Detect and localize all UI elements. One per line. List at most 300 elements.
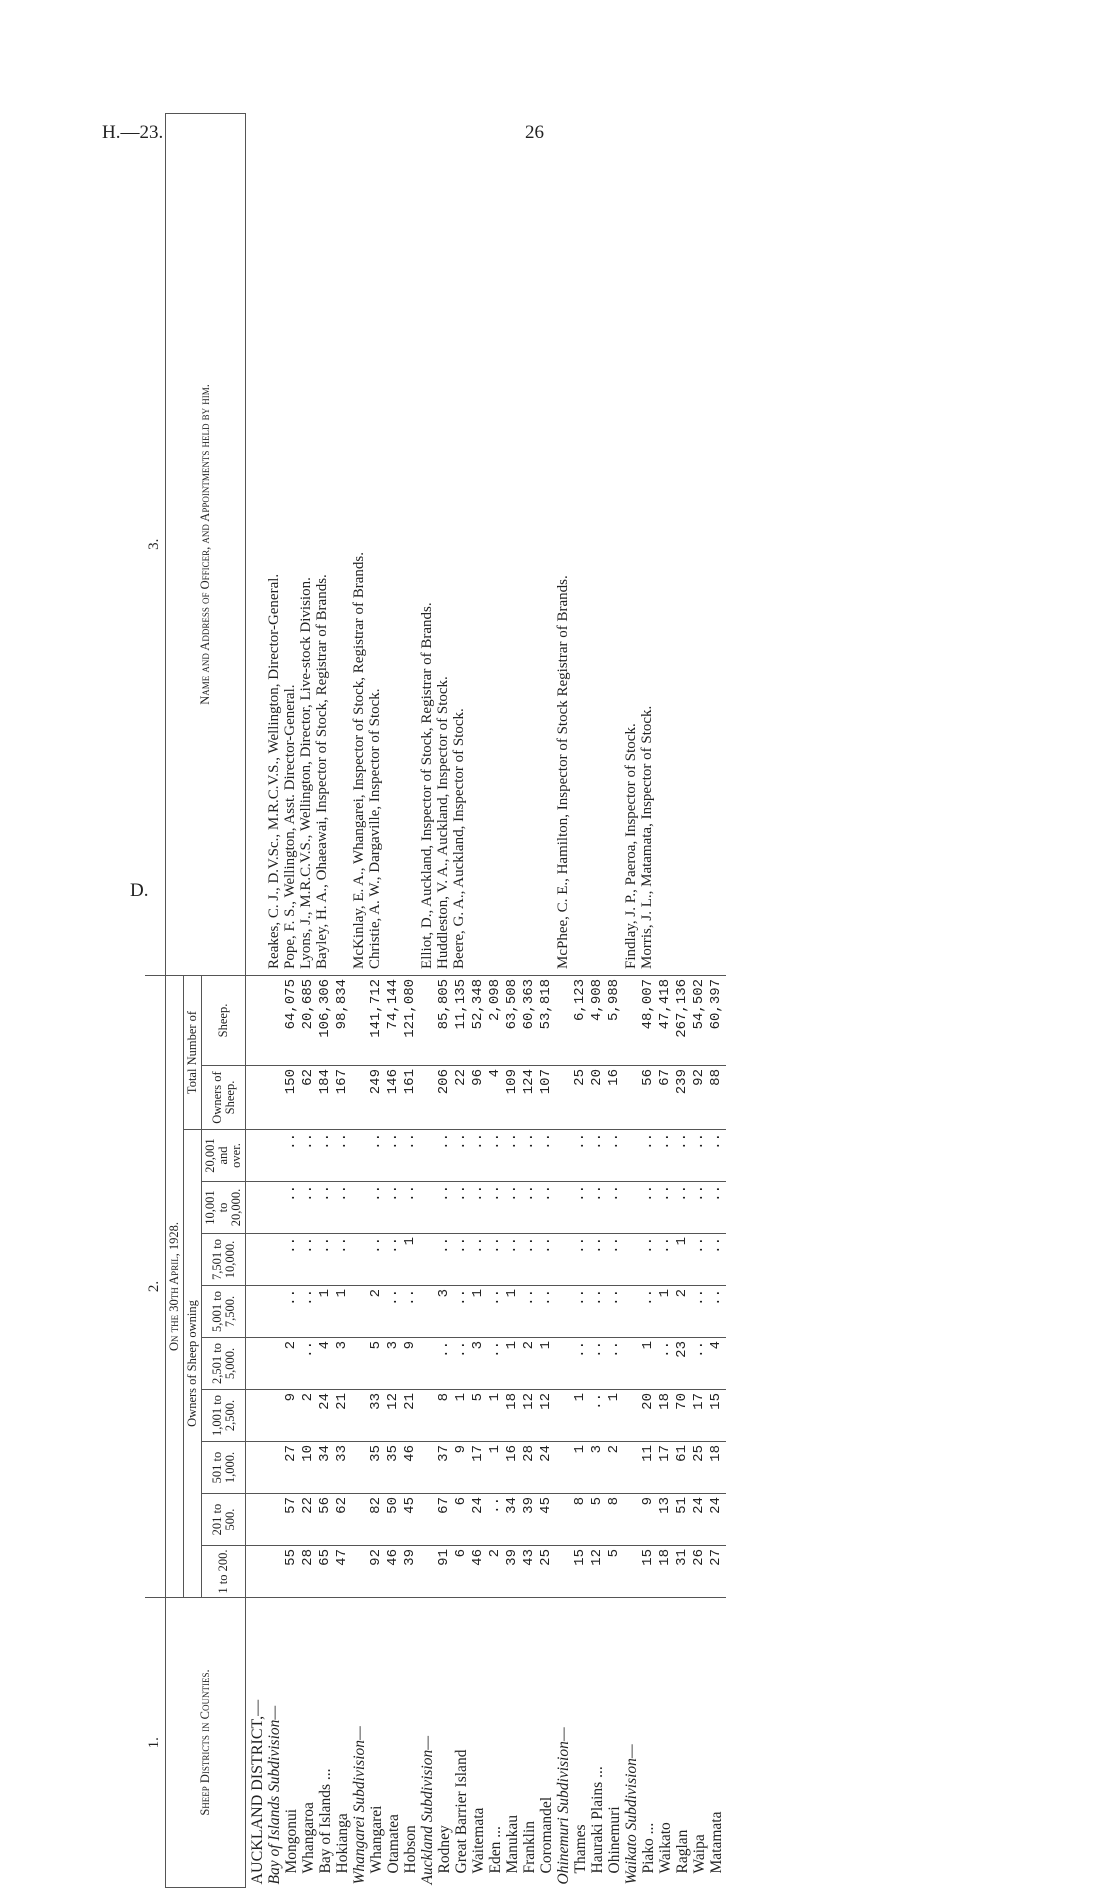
total-sheep: 106,306	[318, 975, 335, 1065]
total-number-header: Total Number of	[183, 975, 201, 1129]
empty-cell	[267, 1338, 284, 1390]
owners-count: ..	[505, 1130, 522, 1182]
owners-count: ..	[386, 1234, 403, 1286]
empty-cell	[267, 1390, 284, 1442]
owners-count: 35	[386, 1442, 403, 1494]
owners-count: 5	[590, 1494, 607, 1546]
empty-cell	[352, 1390, 369, 1442]
owners-count: ..	[471, 1234, 488, 1286]
owners-count: 67	[437, 1494, 454, 1546]
officer-entry: Bayley, H. A., Ohaeawai, Inspector of Stock, Registrar of Brands.	[313, 574, 330, 969]
owners-count: 12	[590, 1546, 607, 1598]
owners-count: ..	[675, 1182, 692, 1234]
table-body	[246, 113, 727, 1887]
total-sheep: 52,348	[471, 975, 488, 1065]
size-header: 1 to 200.	[202, 1546, 246, 1598]
total-sheep: 267,136	[675, 975, 692, 1065]
owners-count: ..	[454, 1130, 471, 1182]
owners-count: 18	[505, 1390, 522, 1442]
owners-count: 2	[369, 1286, 386, 1338]
owners-count: 1	[505, 1286, 522, 1338]
owners-count: 18	[709, 1442, 726, 1494]
owners-count: 6	[454, 1546, 471, 1598]
owners-count: 55	[284, 1546, 301, 1598]
total-sheep: 121,080	[403, 975, 420, 1065]
owners-count: 65	[318, 1546, 335, 1598]
owners-count: ..	[522, 1182, 539, 1234]
owners-count: ..	[284, 1182, 301, 1234]
subdivision-name: Waikato Subdivision—	[623, 1744, 641, 1885]
owners-count: 23	[675, 1338, 692, 1390]
owners-count: 8	[437, 1390, 454, 1442]
owners-count: 1	[573, 1390, 590, 1442]
total-owners: 92	[692, 1066, 709, 1130]
owners-count: 15	[709, 1390, 726, 1442]
owners-count: 15	[573, 1546, 590, 1598]
owners-count: 15	[641, 1546, 658, 1598]
owners-count: 1	[573, 1442, 590, 1494]
total-owners: 109	[505, 1066, 522, 1130]
total-sheep: 20,685	[301, 975, 318, 1065]
owners-count: ..	[641, 1286, 658, 1338]
total-owners: 146	[386, 1066, 403, 1130]
owners-count: 27	[709, 1546, 726, 1598]
appendix-letter: D.	[130, 880, 149, 901]
owners-count: 4	[709, 1338, 726, 1390]
owners-count: 22	[301, 1494, 318, 1546]
total-owners: 150	[284, 1066, 301, 1130]
county-name: Coromandel	[538, 1796, 556, 1874]
empty-cell	[556, 975, 573, 1065]
owners-count: 1	[539, 1338, 556, 1390]
owners-count: ..	[539, 1234, 556, 1286]
owners-count: 3	[471, 1338, 488, 1390]
owners-count: ..	[692, 1130, 709, 1182]
owners-count: 21	[335, 1390, 352, 1442]
owners-count: 56	[318, 1494, 335, 1546]
owners-count: ..	[318, 1182, 335, 1234]
owners-count: ..	[454, 1182, 471, 1234]
owners-count: 1	[607, 1390, 624, 1442]
empty-cell	[420, 1546, 437, 1598]
owners-count: 39	[505, 1546, 522, 1598]
owners-count: ..	[335, 1234, 352, 1286]
empty-cell	[420, 1066, 437, 1130]
empty-cell	[267, 1546, 284, 1598]
county-name: Hauraki Plains ...	[589, 1766, 607, 1874]
owners-count: 3	[386, 1338, 403, 1390]
owners-count: ..	[301, 1234, 318, 1286]
owners-count: ..	[692, 1182, 709, 1234]
owners-count: ..	[641, 1182, 658, 1234]
size-header: 1,001 to 2,500.	[202, 1390, 246, 1442]
empty-cell	[556, 1338, 573, 1390]
owners-count: ..	[573, 1182, 590, 1234]
owners-count: ..	[301, 1182, 318, 1234]
total-sheep: 74,144	[386, 975, 403, 1065]
owners-count: 1	[454, 1390, 471, 1442]
empty-cell	[624, 1494, 641, 1546]
owners-count: 12	[539, 1390, 556, 1442]
owners-count: 1	[488, 1390, 505, 1442]
owners-count: 51	[675, 1494, 692, 1546]
owners-count: ..	[369, 1234, 386, 1286]
owners-count: 33	[335, 1442, 352, 1494]
owners-count: ..	[641, 1130, 658, 1182]
owners-count: 9	[454, 1442, 471, 1494]
owners-count: ..	[658, 1130, 675, 1182]
owners-count: 17	[471, 1442, 488, 1494]
owners-count: ..	[301, 1338, 318, 1390]
total-sheep: 60,397	[709, 975, 726, 1065]
owners-count: 27	[284, 1442, 301, 1494]
total-owners: 4	[488, 1066, 505, 1130]
owners-count: ..	[607, 1182, 624, 1234]
owners-count: 24	[318, 1390, 335, 1442]
total-owners: 206	[437, 1066, 454, 1130]
county-name: Matamata	[708, 1811, 726, 1874]
county-name: Great Barrier Island	[453, 1749, 471, 1874]
empty-cell	[420, 1494, 437, 1546]
empty-cell	[624, 1286, 641, 1338]
county-name: Mongonui	[283, 1808, 301, 1874]
owners-count: 18	[658, 1546, 675, 1598]
total-owners: 96	[471, 1066, 488, 1130]
owners-count: ..	[573, 1234, 590, 1286]
empty-cell	[556, 1066, 573, 1130]
empty-cell	[267, 1234, 284, 1286]
owners-count: ..	[335, 1130, 352, 1182]
empty-cell	[624, 975, 641, 1065]
owners-count: ..	[590, 1130, 607, 1182]
total-sheep: 98,834	[335, 975, 352, 1065]
total-sheep: 48,007	[641, 975, 658, 1065]
owners-count: ..	[709, 1130, 726, 1182]
owners-count: ..	[437, 1338, 454, 1390]
total-sheep: 85,805	[437, 975, 454, 1065]
owners-count: ..	[437, 1234, 454, 1286]
owners-count: ..	[539, 1130, 556, 1182]
owners-count: 31	[675, 1546, 692, 1598]
total-owners: 107	[539, 1066, 556, 1130]
rotated-table-container	[145, 174, 989, 1888]
owners-count: 1	[658, 1286, 675, 1338]
owners-count: ..	[386, 1182, 403, 1234]
owners-count: ..	[590, 1338, 607, 1390]
owners-count: ..	[471, 1182, 488, 1234]
owners-count: 34	[318, 1442, 335, 1494]
total-sheep: 54,502	[692, 975, 709, 1065]
owners-count: ..	[505, 1182, 522, 1234]
owners-count: ..	[454, 1234, 471, 1286]
owners-count: ..	[403, 1130, 420, 1182]
county-name: Franklin	[521, 1820, 539, 1874]
owners-count: 18	[658, 1390, 675, 1442]
total-owners: 25	[573, 1066, 590, 1130]
empty-cell	[556, 1182, 573, 1234]
empty-cell	[556, 1442, 573, 1494]
empty-cell	[624, 1390, 641, 1442]
owners-count: 9	[403, 1338, 420, 1390]
owners-count: ..	[709, 1234, 726, 1286]
empty-cell	[420, 1182, 437, 1234]
date-header: On the 30th April, 1928.	[165, 975, 183, 1597]
owners-count: 3	[335, 1338, 352, 1390]
size-header: 7,501 to 10,000.	[202, 1234, 246, 1286]
empty-cell	[420, 1234, 437, 1286]
owners-count: 46	[403, 1442, 420, 1494]
officer-entry: Findlay, J. P., Paeroa, Inspector of Stock.	[623, 723, 640, 969]
total-sheep: 2,098	[488, 975, 505, 1065]
officer-entry: Morris, J. L., Matamata, Inspector of Stock.	[639, 705, 656, 969]
owners-count: ..	[692, 1234, 709, 1286]
owners-count: 45	[539, 1494, 556, 1546]
owners-count: ..	[488, 1338, 505, 1390]
owners-count: 2	[284, 1338, 301, 1390]
owners-count: 13	[658, 1494, 675, 1546]
total-owners: 22	[454, 1066, 471, 1130]
size-header: 201 to 500.	[202, 1494, 246, 1546]
owners-count: 2	[675, 1286, 692, 1338]
owners-count: ..	[522, 1286, 539, 1338]
owners-count: ..	[607, 1130, 624, 1182]
empty-cell	[624, 1442, 641, 1494]
owners-count: ..	[658, 1338, 675, 1390]
empty-cell	[267, 1182, 284, 1234]
owners-count: ..	[454, 1338, 471, 1390]
total-sheep: 6,123	[573, 975, 590, 1065]
owners-count: 1	[471, 1286, 488, 1338]
owners-count: ..	[573, 1338, 590, 1390]
owners-count: ..	[505, 1234, 522, 1286]
county-name: Waipa	[691, 1834, 709, 1874]
owners-count: ..	[607, 1234, 624, 1286]
total-sheep: 63,508	[505, 975, 522, 1065]
owners-count: 2	[522, 1338, 539, 1390]
total-owners: 62	[301, 1066, 318, 1130]
owners-count: ..	[301, 1286, 318, 1338]
county-name: Waitemata	[470, 1807, 488, 1874]
empty-cell	[352, 975, 369, 1065]
empty-cell	[420, 1442, 437, 1494]
total-owners: 124	[522, 1066, 539, 1130]
owners-count: 39	[522, 1494, 539, 1546]
owners-count: ..	[488, 1182, 505, 1234]
col-number-2: 2.	[145, 975, 165, 1597]
owners-count: 5	[369, 1338, 386, 1390]
total-sheep: 5,988	[607, 975, 624, 1065]
empty-cell	[267, 1494, 284, 1546]
county-name: Whangarei	[368, 1805, 386, 1874]
owners-count: 34	[505, 1494, 522, 1546]
empty-cell	[352, 1286, 369, 1338]
total-sheep: 141,712	[369, 975, 386, 1065]
owners-count: ..	[386, 1286, 403, 1338]
empty-cell	[267, 1130, 284, 1182]
owners-count: 1	[318, 1286, 335, 1338]
owners-count: 70	[675, 1390, 692, 1442]
owners-count: 8	[607, 1494, 624, 1546]
owners-count: 46	[471, 1546, 488, 1598]
owners-count: ..	[692, 1286, 709, 1338]
owners-count: 26	[692, 1546, 709, 1598]
owners-count: ..	[675, 1130, 692, 1182]
subdivision-name: Ohinemuri Subdivision—	[555, 1727, 573, 1885]
owners-count: ..	[284, 1234, 301, 1286]
empty-cell	[556, 1234, 573, 1286]
owners-count: ..	[658, 1234, 675, 1286]
owners-count: 8	[573, 1494, 590, 1546]
total-sheep: 47,418	[658, 975, 675, 1065]
total-sheep: 11,135	[454, 975, 471, 1065]
owners-count: 92	[369, 1546, 386, 1598]
owners-count: ..	[692, 1338, 709, 1390]
owners-of-sheep-header: Owners of Sheep.	[202, 1066, 246, 1130]
owners-count: 46	[386, 1546, 403, 1598]
sheep-districts-header: Sheep Districts in Counties.	[165, 1598, 246, 1888]
owners-count: 24	[471, 1494, 488, 1546]
subdivision-row	[267, 113, 284, 1887]
owners-count: 21	[403, 1390, 420, 1442]
subdivision-name: Bay of Islands Subdivision—	[266, 1705, 284, 1885]
empty-cell	[420, 1390, 437, 1442]
empty-cell	[556, 1546, 573, 1598]
owners-count: 39	[403, 1546, 420, 1598]
empty-cell	[624, 1338, 641, 1390]
sheep-header: Sheep.	[202, 975, 246, 1065]
officer-header: Name and Address of Officer, and Appointments held by him.	[165, 113, 246, 975]
owners-count: ..	[539, 1286, 556, 1338]
owners-count: 2	[488, 1546, 505, 1598]
subdivision-row	[624, 113, 641, 1887]
owners-count: ..	[301, 1130, 318, 1182]
owners-count: ..	[369, 1182, 386, 1234]
owners-count: ..	[403, 1182, 420, 1234]
empty-cell	[267, 975, 284, 1065]
owners-count: 62	[335, 1494, 352, 1546]
empty-cell	[267, 1442, 284, 1494]
page-reference: H.—23.	[102, 122, 164, 143]
owners-count: 10	[301, 1442, 318, 1494]
district-name: AUCKLAND DISTRICT,—	[246, 1598, 268, 1888]
total-sheep: 64,075	[284, 975, 301, 1065]
total-sheep: 4,908	[590, 975, 607, 1065]
officer-entry: Beere, G. A., Auckland, Inspector of Stock.	[450, 708, 467, 969]
owners-count: 2	[607, 1442, 624, 1494]
empty-cell	[267, 1286, 284, 1338]
owners-count: ..	[658, 1182, 675, 1234]
owners-count: 3	[437, 1286, 454, 1338]
county-name: Otamatea	[385, 1814, 403, 1874]
total-owners: 239	[675, 1066, 692, 1130]
owners-count: 1	[335, 1286, 352, 1338]
total-owners: 56	[641, 1066, 658, 1130]
empty-cell	[352, 1182, 369, 1234]
officer-entry: Pope, F. S., Wellington, Asst. Director-General.	[282, 684, 299, 969]
owners-count: ..	[284, 1130, 301, 1182]
owners-count: ..	[488, 1130, 505, 1182]
owners-count: ..	[709, 1286, 726, 1338]
owners-count: ..	[284, 1286, 301, 1338]
size-header: 10,001 to 20,000.	[202, 1182, 246, 1234]
county-name: Whangaroa	[300, 1802, 318, 1874]
officer-entry: Reakes, C. J., D.V.Sc., M.R.C.V.S., Wellington, Director-General.	[266, 573, 283, 969]
county-name: Hokianga	[334, 1813, 352, 1874]
officer-entry: McKinlay, E. A., Whangarei, Inspector of Stock, Registrar of Brands.	[351, 551, 368, 969]
empty-cell	[624, 1130, 641, 1182]
officer-entry: Elliot, D., Auckland, Inspector of Stock, Registrar of Brands.	[419, 602, 436, 969]
officer-cell	[624, 113, 726, 975]
officer-entry: Lyons, J., M.R.C.V.S., Wellington, Director, Live-stock Division.	[297, 577, 314, 969]
owners-count: ..	[573, 1286, 590, 1338]
owners-count: 50	[386, 1494, 403, 1546]
empty-cell	[624, 1066, 641, 1130]
total-owners: 167	[335, 1066, 352, 1130]
total-owners: 249	[369, 1066, 386, 1130]
owners-count: ..	[539, 1182, 556, 1234]
owners-count: 57	[284, 1494, 301, 1546]
sheep-returns-table	[145, 113, 726, 1888]
empty-cell	[352, 1546, 369, 1598]
empty-cell	[420, 1338, 437, 1390]
owners-count: ..	[590, 1390, 607, 1442]
owners-count: ..	[488, 1286, 505, 1338]
owners-count: ..	[641, 1234, 658, 1286]
owners-count: 9	[641, 1494, 658, 1546]
county-name: Raglan	[674, 1829, 692, 1874]
owners-count: 33	[369, 1390, 386, 1442]
owners-count: 20	[641, 1390, 658, 1442]
empty-cell	[556, 1286, 573, 1338]
owners-count: 25	[692, 1442, 709, 1494]
subdivision-row	[352, 113, 369, 1887]
owners-count: 24	[539, 1442, 556, 1494]
owners-count: 1	[675, 1234, 692, 1286]
county-name: Manukau	[504, 1814, 522, 1874]
owners-count: ..	[590, 1234, 607, 1286]
officer-entry: Huddleston, V. A., Auckland, Inspector of Stock.	[435, 676, 452, 969]
owners-count: 12	[386, 1390, 403, 1442]
county-name: Rodney	[436, 1825, 454, 1874]
owners-count: 17	[692, 1390, 709, 1442]
officer-cell	[556, 113, 624, 975]
owners-count: ..	[488, 1494, 505, 1546]
empty-cell	[556, 1494, 573, 1546]
empty-cell	[352, 1338, 369, 1390]
county-name: Thames	[572, 1824, 590, 1874]
owners-count: 3	[590, 1442, 607, 1494]
owners-count: 43	[522, 1546, 539, 1598]
owners-count: ..	[522, 1130, 539, 1182]
empty-cell	[556, 1390, 573, 1442]
owners-count: ..	[386, 1130, 403, 1182]
empty-cell	[624, 1234, 641, 1286]
owners-count: ..	[573, 1130, 590, 1182]
owners-count: ..	[607, 1338, 624, 1390]
owners-count: 1	[641, 1338, 658, 1390]
empty-cell	[352, 1066, 369, 1130]
owners-count: 12	[522, 1390, 539, 1442]
owners-count: 25	[539, 1546, 556, 1598]
owners-count: 28	[522, 1442, 539, 1494]
size-header: 2,501 to 5,000.	[202, 1338, 246, 1390]
county-name: Piako ...	[640, 1822, 658, 1874]
owners-count: 1	[505, 1338, 522, 1390]
empty-cell	[556, 1130, 573, 1182]
county-name: Hobson	[402, 1825, 420, 1874]
owners-count: 28	[301, 1546, 318, 1598]
owners-count: 35	[369, 1442, 386, 1494]
